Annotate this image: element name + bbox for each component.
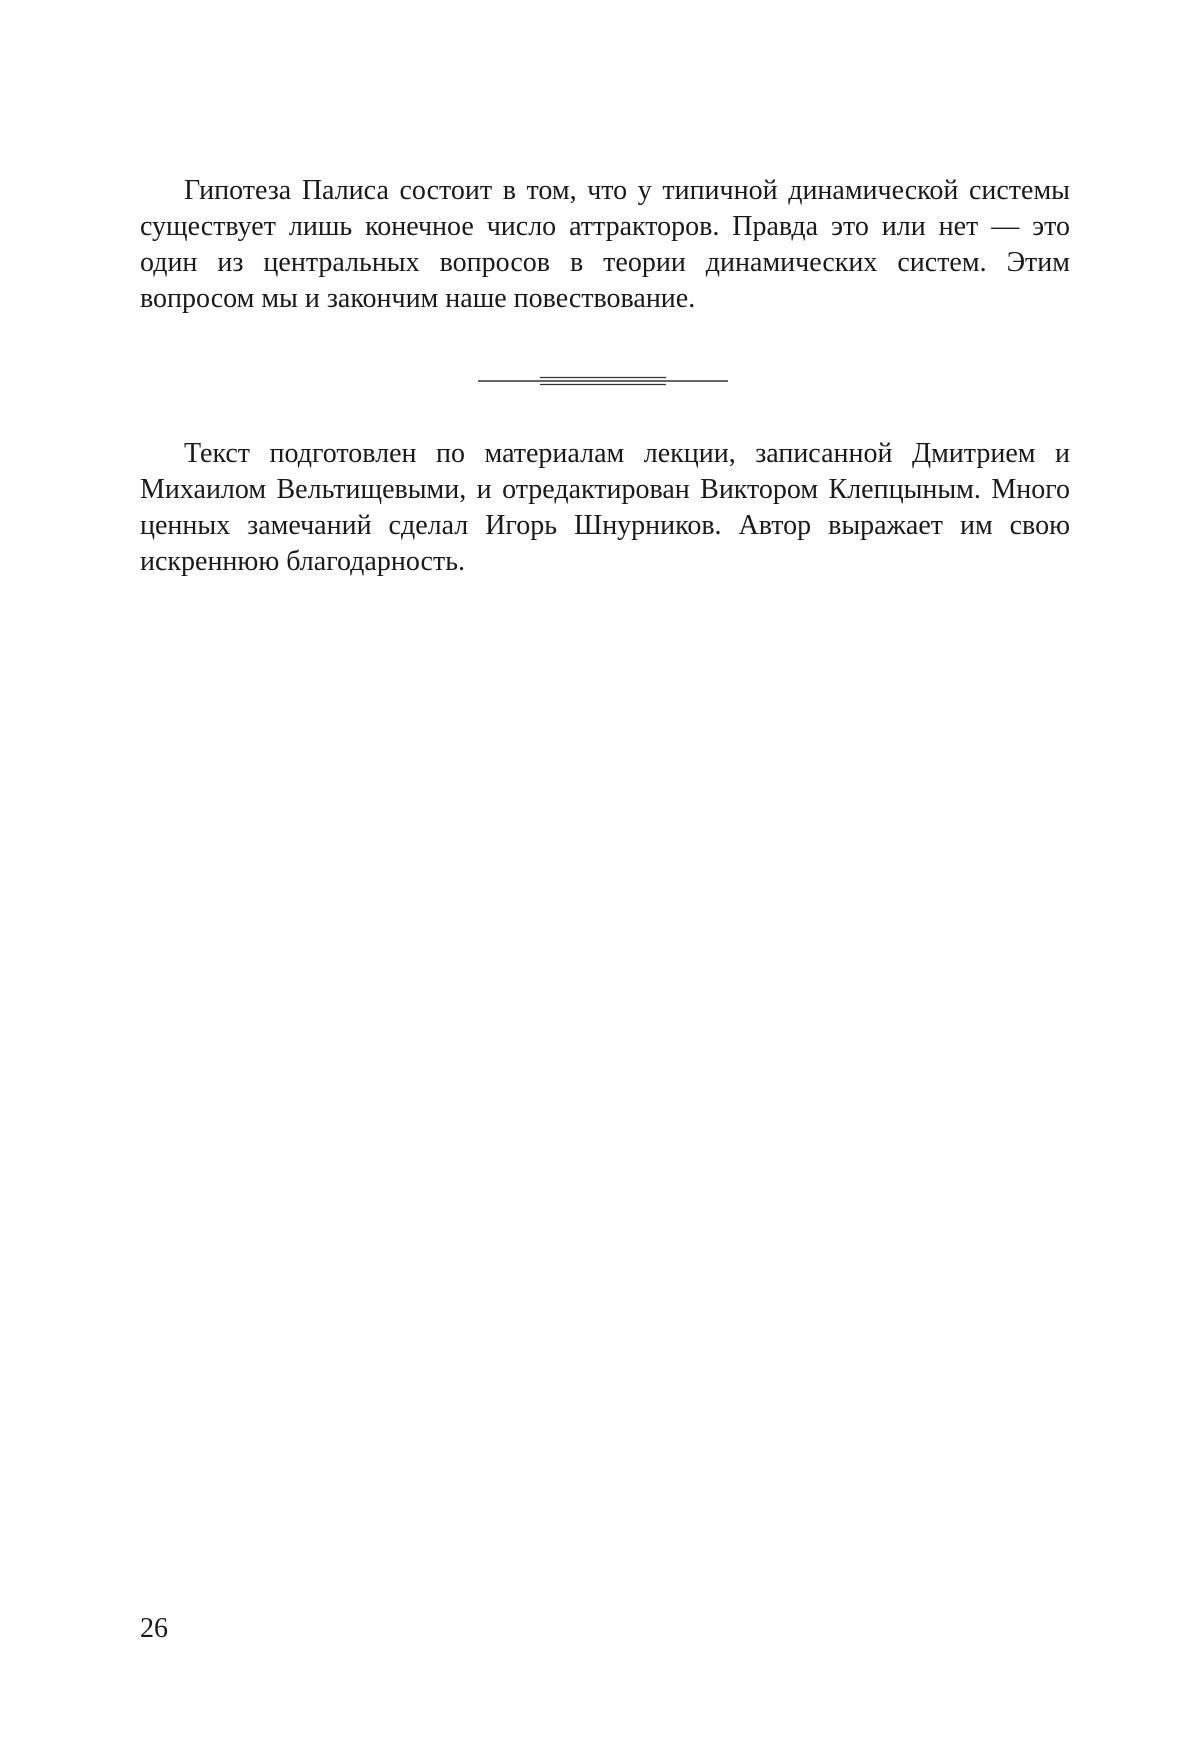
paragraph-text: Гипотеза Палиса состоит в том, что у типичной динамической системы существует лишь конечное число аттракторов. Правда это или нет — это один из центральных вопросов в теории динамических систем. Этим вопросом мы и закончим наше повествование. [140,175,1070,314]
paragraph-acknowledgements [140,436,1070,580]
page-number: 26 [140,1613,168,1644]
paragraph-text: Текст подготовлен по материалам лекции, записанной Дмитрием и Михаилом Вельтищевыми, и отредактирован Виктором Клепцыным. Много ценных замечаний сделал Игорь Шнурников. Автор выражает им свою искреннюю благодарность. [140,438,1070,577]
paragraph-palis-hypothesis [140,173,1070,317]
section-divider-ornament [478,373,728,389]
